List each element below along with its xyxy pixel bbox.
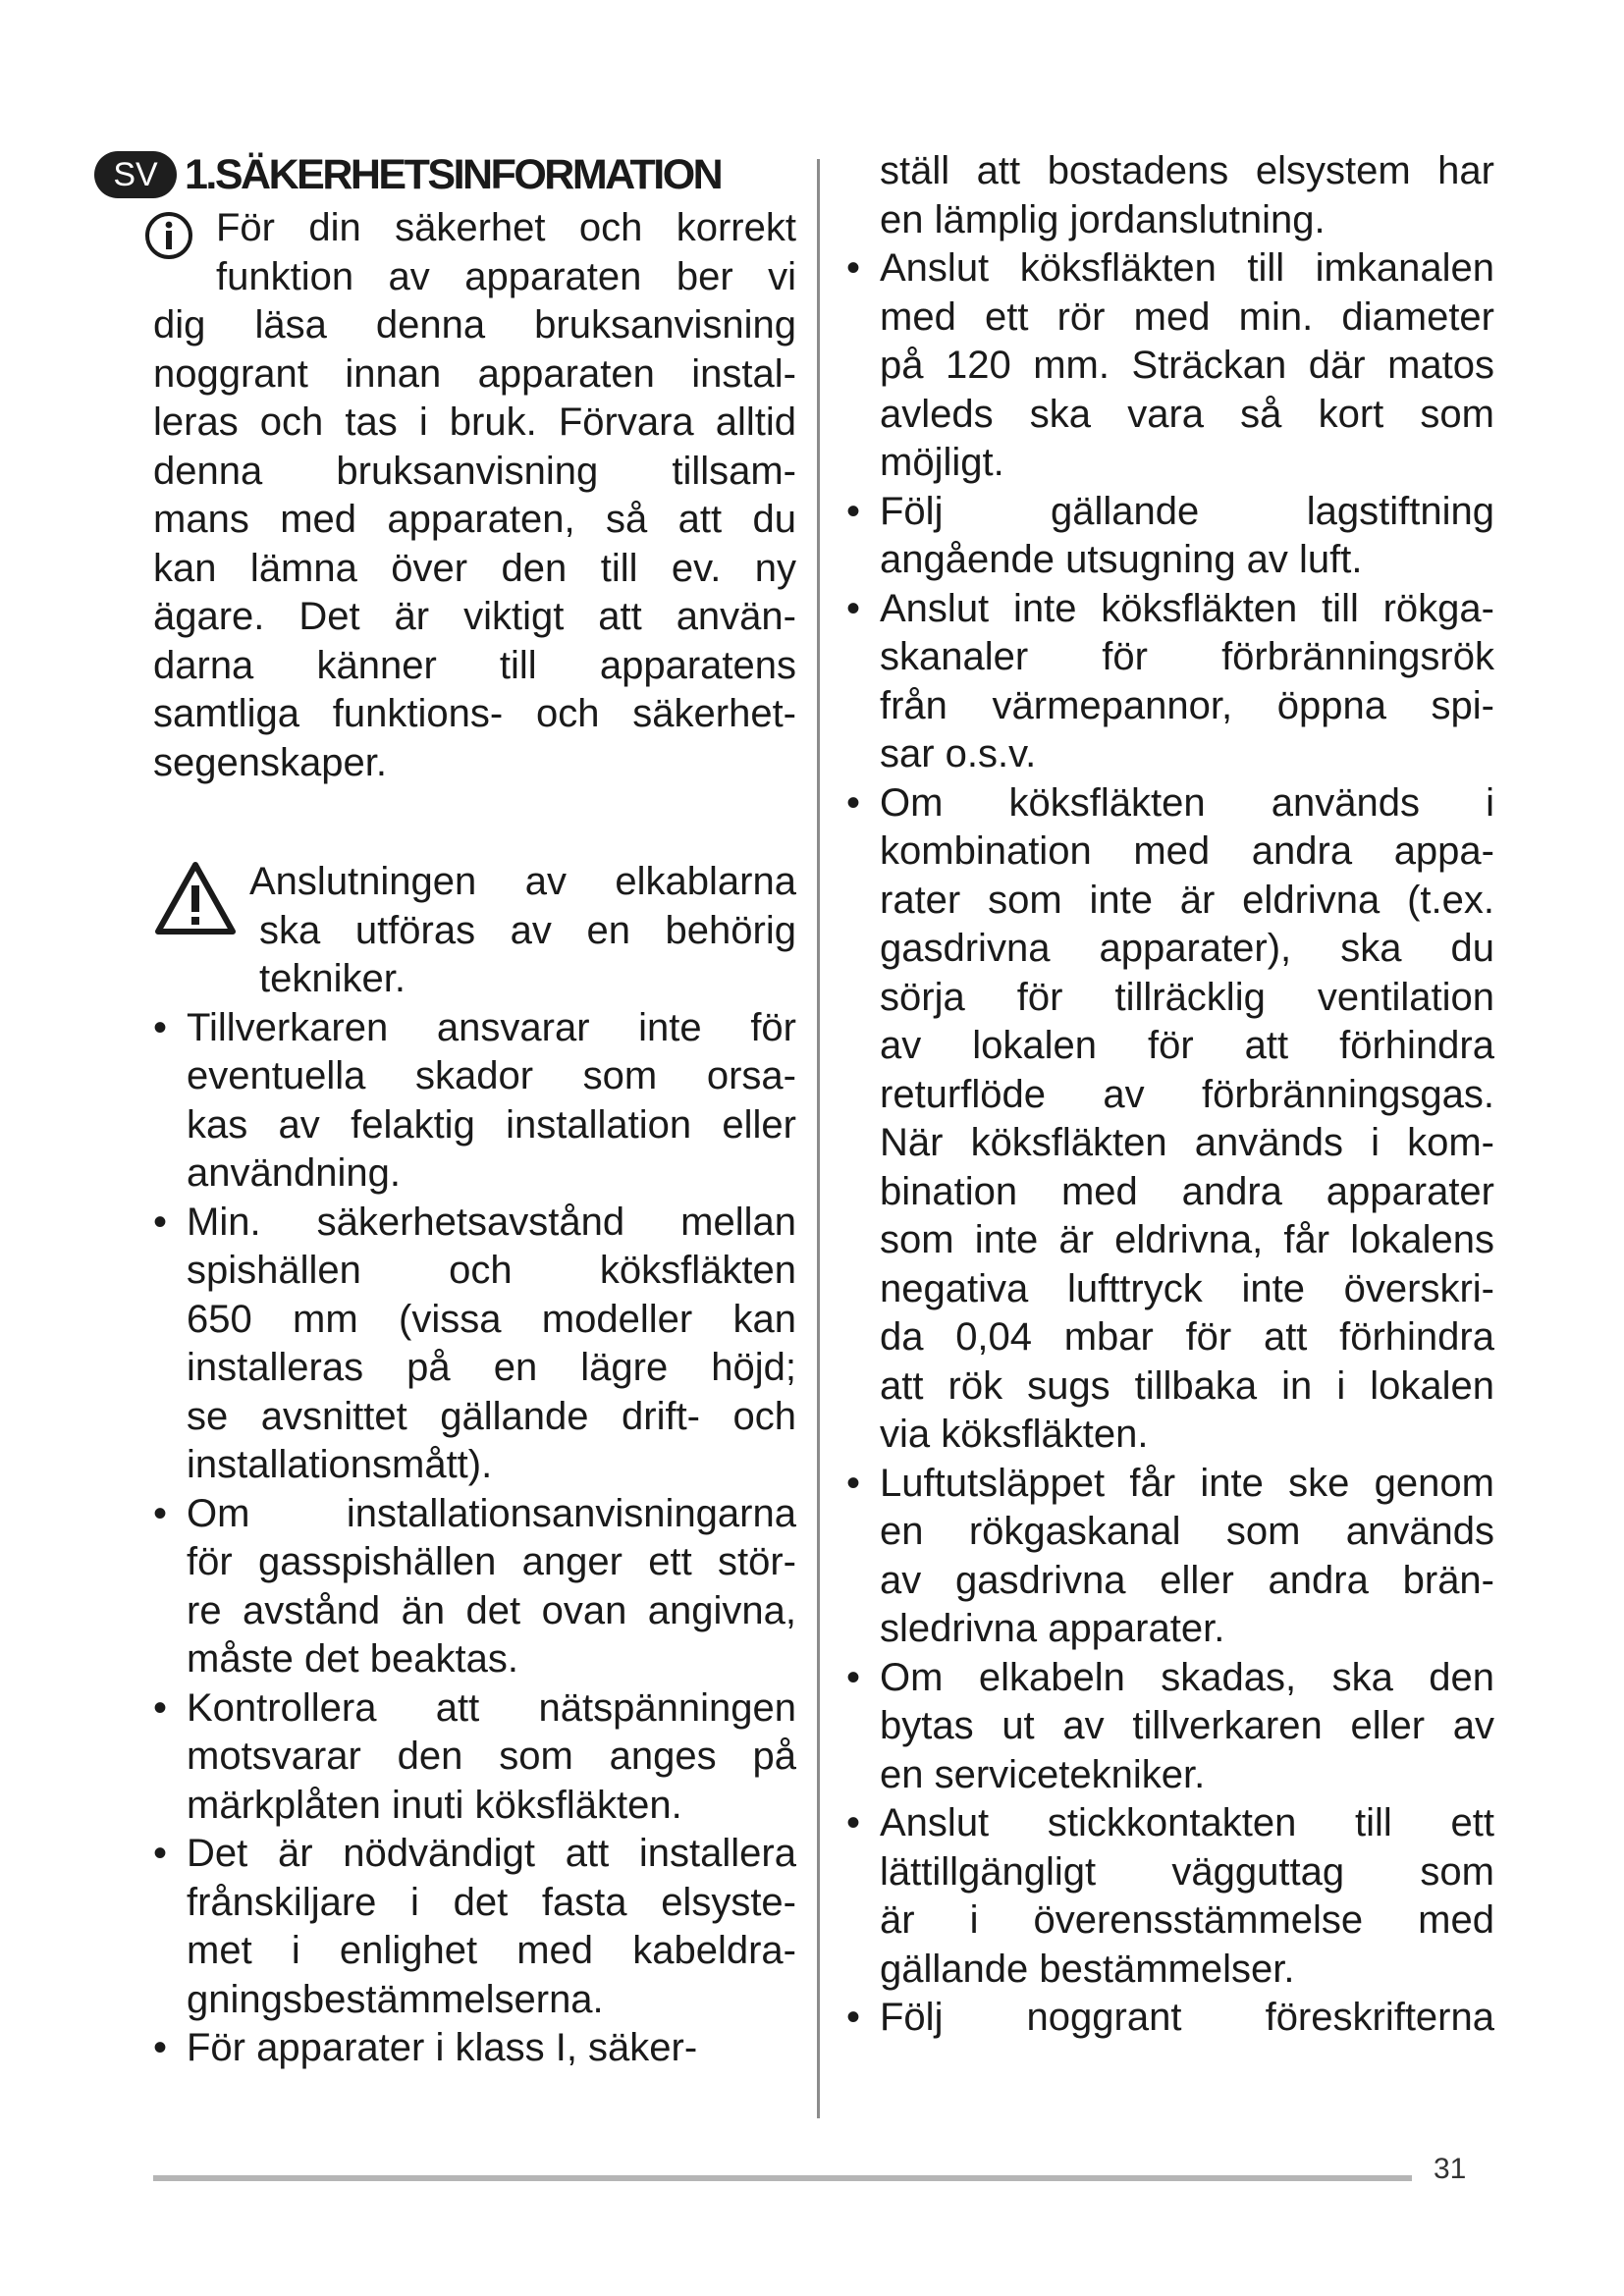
bullet-line: gällande bestämmelser. [880,1947,1295,1991]
bullet-line: se avsnittet gällande drift- och [187,1394,796,1438]
bullet-line: Om köksfläkten används i [880,780,1494,825]
bullet-dot: • [846,1655,861,1699]
bullet-line: För apparater i klass I, säker- [187,2026,698,2069]
bullet-dot: • [153,2026,168,2069]
bullet-dot: • [153,1005,168,1049]
list-item [846,1799,1494,1994]
list-item [846,488,1494,585]
bullet-line: av lokalen för att förhindra [880,1024,1494,1067]
bullet-line: angående utsugning av luft. [880,538,1363,581]
bullet-dot: • [846,1461,861,1505]
bullet-dot: • [846,586,861,630]
bullet-line: bination med andra apparater [880,1169,1494,1213]
list-item [153,1830,796,2024]
bullet-line: en rökgaskanal som används [880,1510,1494,1553]
page-number: 31 [1434,2153,1467,2185]
bullet-line: Följ gällande lagstiftning [880,489,1494,533]
bullet-line: via köksfläkten. [880,1413,1149,1456]
bullet-line: lättillgängligt vägguttag som [880,1849,1494,1894]
intro-line: För din säkerhet och korrekt [216,206,796,249]
list-item [846,1994,1494,2043]
language-badge: SV [94,151,177,198]
bullet-dot: • [153,1200,168,1244]
bullet-dot: • [153,1832,168,1875]
bullet-line: en servicetekniker. [880,1752,1206,1796]
list-item [153,1004,796,1199]
bullet-dot: • [846,1996,861,2039]
bullet-line: met i enlighet med kabeldra- [187,1929,796,1972]
bullet-line: eventuella skador som orsa- [187,1054,796,1097]
bullet-line: rater som inte är eldrivna (t.ex. [880,878,1494,922]
intro-line: kan lämna över den till ev. ny [153,546,796,590]
warning-block [153,858,796,1004]
left-column [113,147,796,2073]
bullet-line: märkplåten inuti köksfläkten. [187,1783,682,1827]
bullet-line: användning. [187,1151,401,1195]
intro-line: noggrant innan apparaten instal- [153,351,796,396]
warning-line: Anslutningen av elkablarna [249,860,796,903]
bullet-line: installeras på en lägre höjd; [187,1346,796,1389]
bullet-line: Anslut köksfläkten till imkanalen [880,246,1494,290]
bullet-line: Om installationsanvisningarna [187,1491,796,1535]
bullet-line: returflöde av förbränningsgas. [880,1072,1494,1116]
bullet-line: Min. säkerhetsavstånd mellan [187,1200,796,1244]
bullet-line: spishällen och köksfläkten [187,1249,796,1292]
list-item [153,1490,796,1684]
warning-triangle-icon [153,860,238,936]
bullet-line: sledrivna apparater. [880,1607,1225,1650]
bullet-line: avleds ska vara så kort som [880,392,1494,436]
intro-line: ägare. Det är viktigt att använ- [153,595,796,638]
bullet-line: Om elkabeln skadas, ska den [880,1655,1494,1699]
intro-line: mans med apparaten, så att du [153,498,796,541]
bullet-line: installationsmått). [187,1443,493,1486]
intro-line: dig läsa denna bruksanvisning [153,303,796,347]
column-divider [817,159,820,2118]
bullet-line: kas av felaktig installation eller [187,1102,796,1147]
bullet-line: måste det beaktas. [187,1637,518,1681]
footer-rule [153,2175,1412,2181]
list-item [153,2024,796,2073]
bullet-line: för gasspishällen anger ett stör- [187,1540,796,1583]
section-title: 1.SÄKERHETSINFORMATION [185,151,722,198]
bullet-dot: • [846,489,861,533]
warning-line: tekniker. [259,957,406,1000]
intro-line: denna bruksanvisning tillsam- [153,449,796,493]
continuation-text [846,147,1494,244]
list-item [153,1199,796,1490]
bullet-dot: • [846,780,861,825]
list-item [846,779,1494,1460]
bullet-line: på 120 mm. Sträckan där matos [880,344,1494,387]
bullet-line: från värmepannor, öppna spi- [880,683,1494,727]
list-item [846,1460,1494,1654]
bullet-line: Tillverkaren ansvarar inte för [187,1005,796,1049]
bullet-line: sörja för tillräcklig ventilation [880,975,1494,1019]
bullet-line: en lämplig jordanslutning. [880,197,1326,241]
bullet-line: Anslut stickkontakten till ett [880,1801,1494,1844]
bullet-line: Det är nödvändigt att installera [187,1832,796,1875]
bullet-line: skanaler för förbränningsrök [880,635,1494,678]
bullet-line: som inte är eldrivna, får lokalens [880,1218,1494,1261]
bullet-line: Följ noggrant föreskrifterna [880,1996,1494,2039]
bullet-line: att rök sugs tillbaka in i lokalen [880,1363,1494,1408]
bullet-line: möjligt. [880,441,1004,484]
bullet-dot: • [846,1801,861,1844]
bullet-line: sar o.s.v. [880,732,1037,775]
bullet-line: negativa lufttryck inte överskri- [880,1266,1494,1310]
intro-paragraph [153,204,796,787]
bullet-line: Anslut inte köksfläkten till rökga- [880,586,1494,630]
bullet-line: av gasdrivna eller andra brän- [880,1558,1494,1602]
info-icon [143,210,194,261]
bullet-line: är i överensstämmelse med [880,1898,1494,1942]
intro-line: segenskaper. [153,740,387,784]
intro-line: funktion av apparaten ber vi [216,254,796,298]
bullet-line: frånskiljare i det fasta elsyste- [187,1880,796,1924]
bullet-line: Luftutsläppet får inte ske genom [880,1461,1494,1505]
intro-line: leras och tas i bruk. Förvara alltid [153,400,796,444]
right-column [846,147,1494,2043]
intro-line: darna känner till apparatens [153,643,796,687]
bullet-dot: • [153,1685,168,1730]
bullet-line: ställ att bostadens elsystem har [880,149,1494,192]
bullet-line: När köksfläkten används i kom- [880,1121,1494,1164]
bullet-line: 650 mm (vissa modeller kan [187,1297,796,1341]
intro-line: samtliga funktions- och säkerhet- [153,692,796,735]
bullet-line: Kontrollera att nätspänningen [187,1685,796,1730]
section-header [94,147,796,202]
bullet-line: da 0,04 mbar för att förhindra [880,1315,1494,1359]
bullet-line: motsvarar den som anges på [187,1735,796,1778]
warning-line: ska utföras av en behörig [259,908,796,952]
list-item [846,244,1494,488]
left-bullet-list [153,1004,796,2073]
bullet-line: med ett rör med min. diameter [880,294,1494,339]
bullet-line: re avstånd än det ovan angivna, [187,1588,796,1632]
list-item [846,585,1494,779]
bullet-dot: • [846,246,861,290]
bullet-line: kombination med andra appa- [880,829,1494,873]
list-item [846,1654,1494,1800]
list-item [153,1684,796,1831]
bullet-dot: • [153,1491,168,1535]
bullet-line: gasdrivna apparater), ska du [880,927,1494,970]
bullet-line: gningsbestämmelserna. [187,1977,604,2021]
bullet-line: bytas ut av tillverkaren eller av [880,1704,1494,1747]
